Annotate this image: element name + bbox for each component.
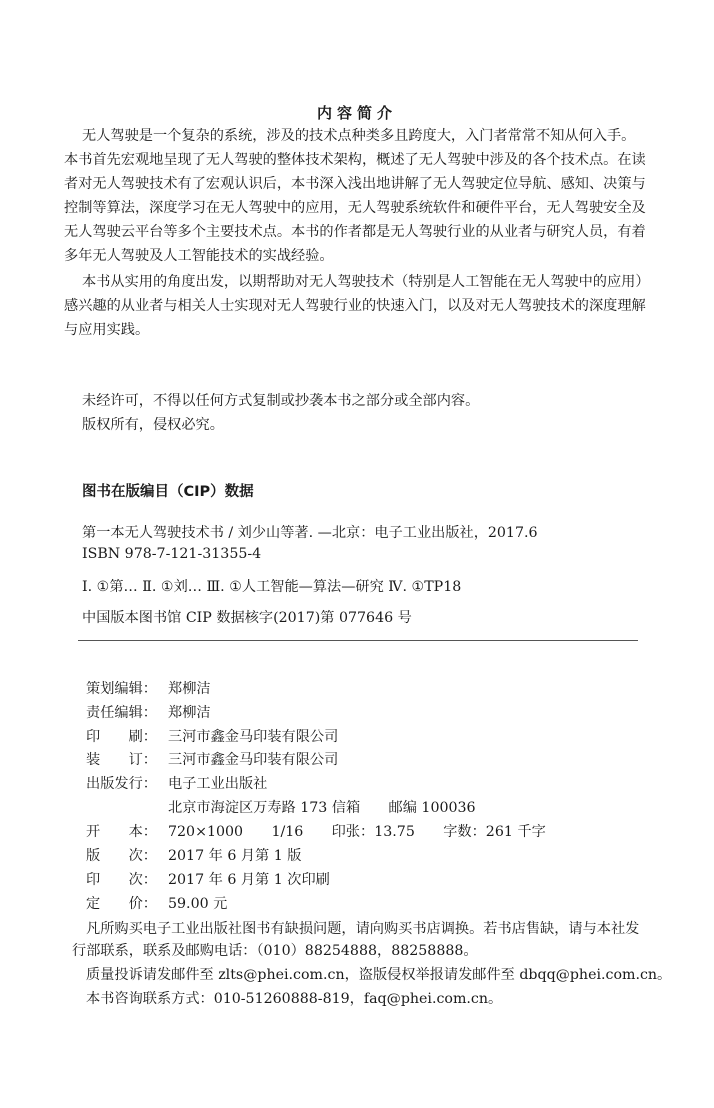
intro-p2-line: 与应用实践。 — [64, 322, 150, 338]
consult-contact — [86, 988, 696, 1010]
imprint-value: 59.00 元 — [168, 896, 228, 912]
cip-isbn: ISBN 978-7-121-31355-4 — [82, 546, 262, 562]
intro-paragraph-2 — [64, 270, 682, 342]
consult-line: 本书咨询联系方式：010-51260888-819，faq@phei.com.cn。 — [86, 991, 503, 1007]
notice-line: 凡所购买电子工业出版社图书有缺损问题，请向购买书店调换。若书店售缺，请与本社发 — [86, 921, 640, 937]
intro-p1-line: 者对无人驾驶技术有了宏观认识后，本书深入浅出地讲解了无人驾驶定位导航、感知、决策与 — [64, 176, 646, 192]
imprint-label: 印 刷： — [86, 729, 157, 745]
imprint-label: 出版发行： — [86, 776, 157, 792]
imprint-value: 三河市鑫金马印装有限公司 — [168, 729, 339, 745]
imprint-label: 印 次： — [86, 872, 157, 888]
imprint-value: 郑柳洁 — [168, 705, 211, 721]
imprint-value: 郑柳洁 — [168, 681, 211, 697]
divider — [78, 640, 638, 641]
complaint-contact — [86, 964, 696, 986]
imprint-value: 2017 年 6 月第 1 次印刷 — [168, 872, 330, 888]
imprint-value: 2017 年 6 月第 1 版 — [168, 848, 302, 864]
notice-line: 行部联系，联系及邮购电话：（010）88254888，88258888。 — [72, 943, 478, 959]
imprint-label: 开 本： — [86, 824, 157, 840]
imprint-value: 电子工业出版社 — [168, 776, 268, 792]
copyright-rights: 版权所有，侵权必究。 — [82, 417, 224, 433]
intro-p1-line: 本书首先宏观地呈现了无人驾驶的整体技术架构，概述了无人驾驶中涉及的各个技术点。在读 — [64, 152, 646, 168]
imprint-value: 720×1000 1/16 印张：13.75 字数：261 千字 — [168, 824, 546, 840]
intro-p1-line: 多年无人驾驶及人工智能技术的实战经验。 — [64, 248, 334, 264]
intro-title: 内容简介 — [316, 104, 397, 122]
imprint-label: 装 订： — [86, 752, 157, 768]
imprint-label: 版 次： — [86, 848, 157, 864]
imprint-label: 定 价： — [86, 896, 157, 912]
imprint-label: 责任编辑： — [86, 705, 157, 721]
cip-library-number: 中国版本图书馆 CIP 数据核字(2017)第 077646 号 — [82, 610, 412, 626]
intro-p1-line: 控制等算法，深度学习在无人驾驶中的应用，无人驾驶系统软件和硬件平台，无人驾驶安全及 — [64, 200, 646, 216]
imprint-value: 三河市鑫金马印装有限公司 — [168, 752, 339, 768]
cip-classification: Ⅰ. ①第… Ⅱ. ①刘… Ⅲ. ①人工智能—算法—研究 Ⅳ. ①TP18 — [82, 579, 462, 595]
intro-p2-line: 感兴趣的从业者与相关人士实现对无人驾驶行业的快速入门，以及对无人驾驶技术的深度理解 — [64, 298, 646, 314]
intro-p1-line: 无人驾驶是一个复杂的系统，涉及的技术点种类多且跨度大，入门者常常不知从何入手。 — [82, 128, 636, 144]
imprint-address: 北京市海淀区万寿路 173 信箱 邮编 100036 — [168, 800, 476, 816]
complaint-line: 质量投诉请发邮件至 zlts@phei.com.cn，盗版侵权举报请发邮件至 dbqq@phei.com.cn。 — [86, 967, 672, 983]
intro-paragraph-1 — [64, 124, 682, 268]
cip-heading: 图书在版编目（CIP）数据 — [82, 484, 254, 500]
copyright-notice: 未经许可，不得以任何方式复制或抄袭本书之部分或全部内容。 — [82, 393, 480, 409]
intro-p2-line: 本书从实用的角度出发，以期帮助对无人驾驶技术（特别是人工智能在无人驾驶中的应用） — [82, 274, 650, 290]
imprint-label: 策划编辑： — [86, 681, 157, 697]
cip-title-line: 第一本无人驾驶技术书 / 刘少山等著. —北京：电子工业出版社，2017.6 — [82, 525, 538, 541]
purchase-notice — [72, 918, 696, 962]
intro-p1-line: 无人驾驶云平台等多个主要技术点。本书的作者都是无人驾驶行业的从业者与研究人员，有着 — [64, 224, 646, 240]
